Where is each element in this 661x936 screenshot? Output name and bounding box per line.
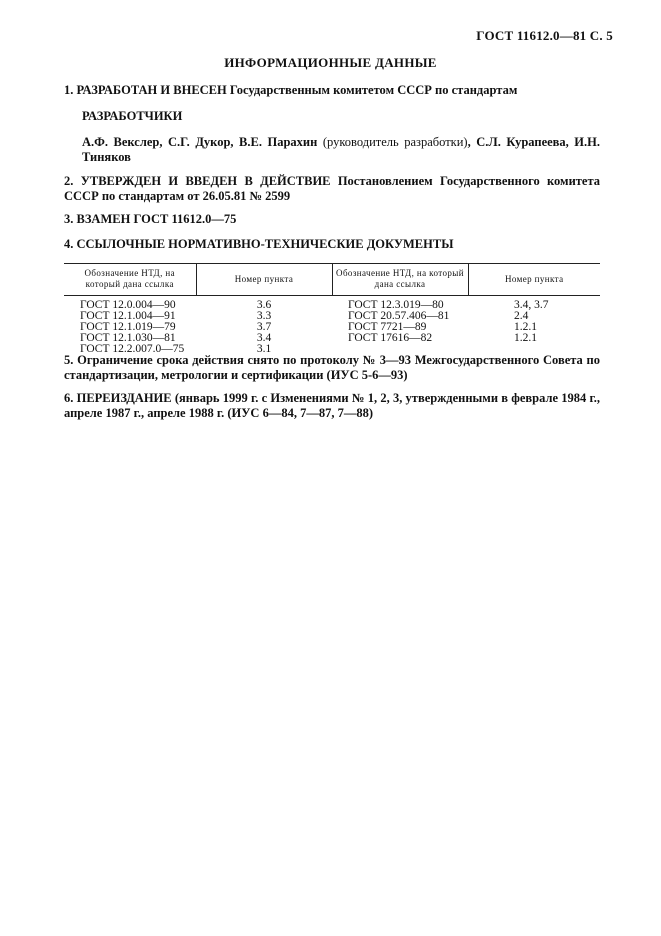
section-3-number: 3. bbox=[64, 212, 74, 226]
section-4-number: 4. bbox=[64, 237, 74, 251]
section-5-text: Ограничение срока действия снято по протоколу № 3—93 Межгосударственного Совета по стандартизации, метрологии и сертификации (ИУС 5-6—93) bbox=[64, 353, 600, 382]
section-3 bbox=[64, 212, 600, 227]
table-cell: 1.2.1 bbox=[514, 321, 537, 333]
table-cell: 3.7 bbox=[256, 321, 272, 333]
table-cell: ГОСТ 7721—89 bbox=[348, 321, 427, 333]
table-cell: 1.2.1 bbox=[514, 332, 537, 344]
page-header-code: ГОСТ 11612.0—81 С. 5 bbox=[476, 28, 613, 43]
section-6-text: ПЕРЕИЗДАНИЕ (январь 1999 г. с Изменениями № 1, 2, 3, утвержденными в феврале 1984 г., апреле 1987 г., апреле 1988 г. (ИУС 6—84, 7—87, 7—88) bbox=[64, 391, 601, 420]
section-2-text: УТВЕРЖДЕН И ВВЕДЕН В ДЕЙСТВИЕ Постановлением Государственного комитета СССР по стандартам от 26.05.81 № 2599 bbox=[64, 174, 601, 203]
table-cell: ГОСТ 20.57.406—81 bbox=[348, 310, 450, 322]
table-cell: ГОСТ 12.1.019—79 bbox=[80, 321, 176, 333]
section-5-number: 5. bbox=[64, 353, 74, 367]
table-header-doc-1: Обозначение НТД, на который дана ссылка bbox=[64, 264, 196, 296]
table-cell: ГОСТ 12.2.007.0—75 bbox=[80, 343, 185, 355]
table-cell: ГОСТ 12.1.030—81 bbox=[80, 332, 176, 344]
section-6 bbox=[64, 391, 600, 421]
section-1 bbox=[64, 83, 600, 98]
references-table bbox=[64, 263, 600, 357]
section-3-text: ВЗАМЕН ГОСТ 11612.0—75 bbox=[76, 212, 237, 226]
table-cell: 3.1 bbox=[256, 343, 272, 355]
table-cell: ГОСТ 12.0.004—90 bbox=[80, 299, 176, 311]
table-cell: ГОСТ 12.3.019—80 bbox=[348, 299, 444, 311]
developers-heading: РАЗРАБОТЧИКИ bbox=[82, 109, 183, 123]
developers-list bbox=[82, 135, 600, 165]
developers-names-1: А.Ф. Векслер, С.Г. Дукор, В.Е. Парахин bbox=[82, 135, 318, 149]
table-cell: 3.3 bbox=[256, 310, 272, 322]
developers-names-2: , С.Л. Курапеева, И.Н. Тиняков bbox=[82, 135, 600, 164]
table-header-point-1: Номер пункта bbox=[196, 264, 332, 296]
developers-role: (руководитель разработки) bbox=[317, 135, 468, 149]
table-cell: 2.4 bbox=[514, 310, 529, 322]
table-cell: 3.4, 3.7 bbox=[514, 299, 549, 311]
table-row bbox=[64, 296, 600, 312]
table-cell: ГОСТ 17616—82 bbox=[348, 332, 433, 344]
table-cell: 3.6 bbox=[256, 299, 272, 311]
section-2-number: 2. bbox=[64, 174, 74, 188]
table-cell: ГОСТ 12.1.004—91 bbox=[80, 310, 176, 322]
page-title: ИНФОРМАЦИОННЫЕ ДАННЫЕ bbox=[224, 55, 437, 70]
section-4-text: ССЫЛОЧНЫЕ НОРМАТИВНО-ТЕХНИЧЕСКИЕ ДОКУМЕНТЫ bbox=[76, 237, 454, 251]
table-header-doc-2: Обозначение НТД, на который дана ссылка bbox=[332, 264, 468, 296]
section-4 bbox=[64, 237, 600, 252]
table-header-row bbox=[64, 264, 600, 296]
table-header-point-2: Номер пункта bbox=[468, 264, 600, 296]
section-5 bbox=[64, 353, 600, 383]
section-1-number: 1. bbox=[64, 83, 74, 97]
section-6-number: 6. bbox=[64, 391, 74, 405]
table-cell: 3.4 bbox=[256, 332, 272, 344]
section-1-text: РАЗРАБОТАН И ВНЕСЕН Государственным комитетом СССР по стандартам bbox=[76, 83, 518, 97]
section-2 bbox=[64, 174, 600, 204]
